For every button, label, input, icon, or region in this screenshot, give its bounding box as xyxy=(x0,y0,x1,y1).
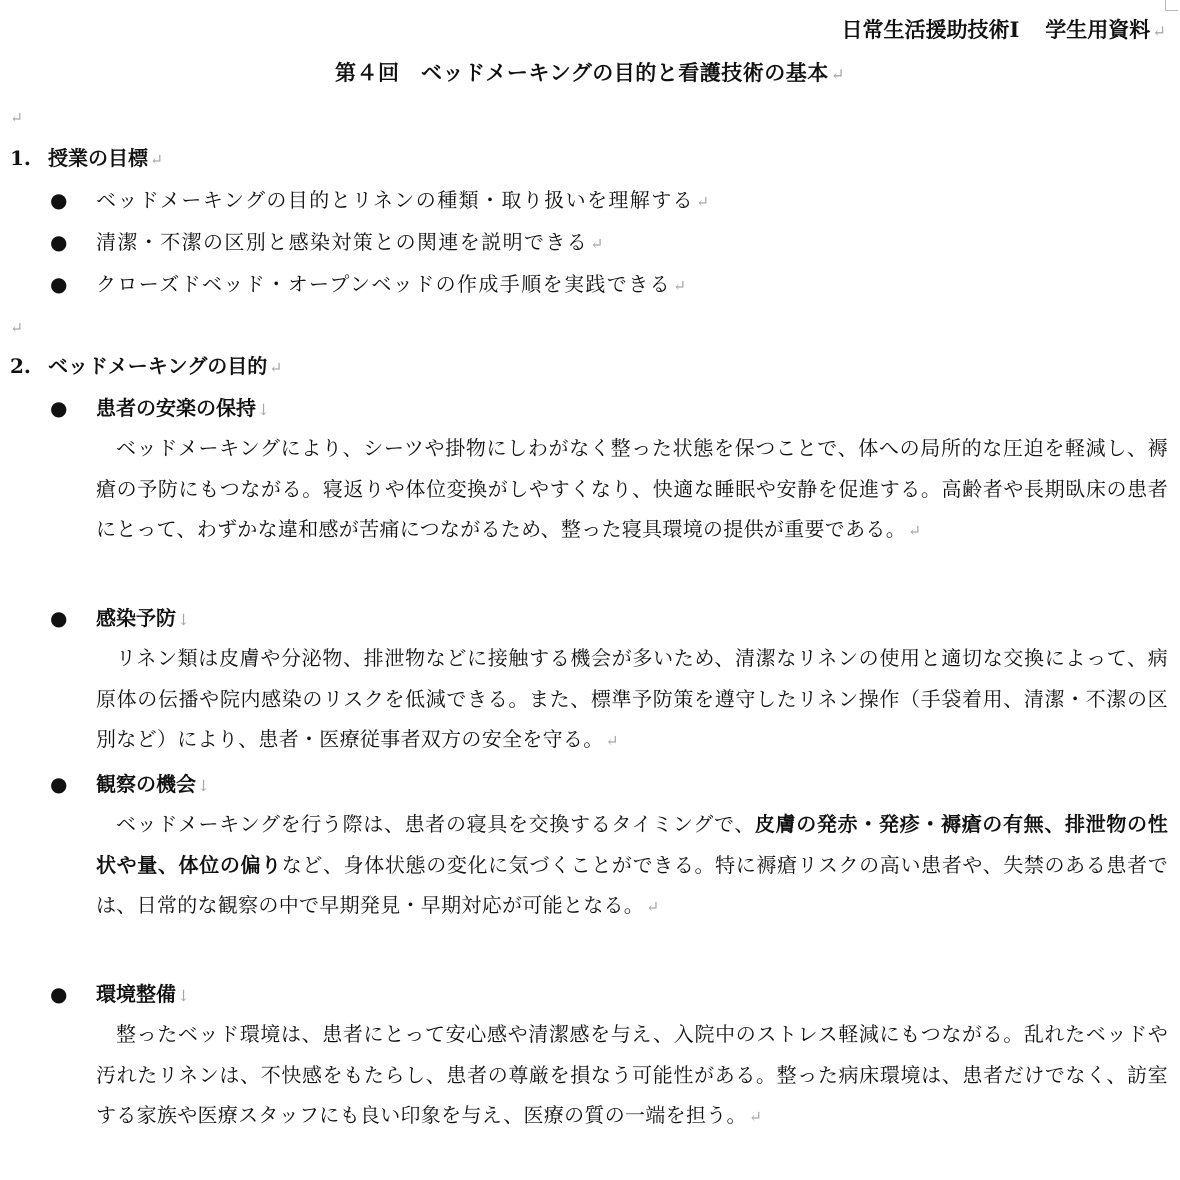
bullet-icon: ● xyxy=(50,606,68,630)
course-name: 日常生活援助技術Ⅰ xyxy=(841,17,1020,42)
goal-text: 清潔・不潔の区別と感染対策との関連を説明できる xyxy=(96,230,589,254)
purpose-heading xyxy=(50,770,210,800)
goal-list-item xyxy=(50,228,605,258)
bullet-icon: ● xyxy=(50,772,68,796)
page-corner-mark xyxy=(1165,0,1178,11)
purpose-text-lead: ベッドメーキングを行う際は、患者の寝具を交換するタイミングで、 xyxy=(116,812,755,836)
line-break-mark: ↓ xyxy=(257,401,271,419)
purpose-description xyxy=(96,428,1168,552)
paragraph-mark: ↵ xyxy=(646,898,660,916)
paragraph-mark: ↵ xyxy=(269,359,283,377)
section-heading-purposes xyxy=(10,352,282,382)
goal-text: ベッドメーキングの目的とリネンの種類・取り扱いを理解する xyxy=(96,188,694,212)
material-type: 学生用資料 xyxy=(1045,17,1151,42)
paragraph-mark: ↵ xyxy=(748,1108,763,1126)
document-title-text: 第４回 ベッドメーキングの目的と看護技術の基本 xyxy=(335,60,829,85)
purpose-text-emphasis: 皮膚の発赤・発疹・褥瘡の有無、排泄物の性状や量、体位の偏り xyxy=(96,812,1168,877)
purpose-heading-text: 感染予防 xyxy=(96,606,176,630)
goal-text: クローズドベッド・オープンベッドの作成手順を実践できる xyxy=(96,272,671,296)
paragraph-mark: ↵ xyxy=(605,732,619,750)
line-break-mark: ↓ xyxy=(197,777,211,795)
empty-paragraph xyxy=(8,104,23,130)
purpose-description xyxy=(96,638,1168,762)
paragraph-mark: ↵ xyxy=(673,277,688,295)
paragraph-mark: ↵ xyxy=(590,235,605,253)
purpose-text: 整ったベッド環境は、患者にとって安心感や清潔感を与え、入院中のストレス軽減にもつながる。乱れたベッドや汚れたリネンは、不快感をもたらし、患者の尊厳を損なう可能性がある。整った病床環境は、患者だけでなく、訪室する家族や医療スタッフにも良い印象を与え、医療の質の一端を担う。 xyxy=(96,1022,1168,1127)
purpose-text-tail: など、身体状態の変化に気づくことができる。特に褥瘡リスクの高い患者や、失禁のある患者では、日常的な観察の中で早期発見・早期対応が可能となる。 xyxy=(96,852,1168,917)
paragraph-mark: ↵ xyxy=(150,151,164,169)
purpose-text: リネン類は皮膚や分泌物、排泄物などに接触する機会が多いため、清潔なリネンの使用と適切な交換によって、病原体の伝播や院内感染のリスクを低減できる。また、標準予防策を遵守したリネン操作（手袋着用、清潔・不潔の区別など）により、患者・医療従事者双方の安全を守る。 xyxy=(96,646,1168,751)
section-title: ベッドメーキングの目的 xyxy=(48,354,268,378)
purpose-description xyxy=(96,1014,1168,1138)
section-number: 2. xyxy=(10,354,31,378)
purpose-heading xyxy=(50,604,190,634)
paragraph-mark: ↵ xyxy=(10,319,24,337)
goal-list-item xyxy=(50,270,687,300)
purpose-description xyxy=(96,804,1168,928)
line-break-mark: ↓ xyxy=(177,611,191,629)
bullet-icon: ● xyxy=(50,396,68,420)
purpose-text: ベッドメーキングにより、シーツや掛物にしわがなく整った状態を保つことで、体への局所的な圧迫を軽減し、褥瘡の予防にもつながる。寝返りや体位変換がしやすくなり、快適な睡眠や安静を促進する。高齢者や長期臥床の患者にとって、わずかな違和感が苦痛につながるため、整った寝具環境の提供が重要である。 xyxy=(96,436,1168,541)
goal-list-item xyxy=(50,186,710,216)
paragraph-mark: ↵ xyxy=(696,193,711,211)
purpose-heading xyxy=(50,980,190,1010)
purpose-heading-text: 患者の安楽の保持 xyxy=(96,396,256,420)
paragraph-mark: ↵ xyxy=(830,65,845,84)
paragraph-mark: ↵ xyxy=(1152,22,1166,41)
bullet-icon: ● xyxy=(50,188,68,212)
bullet-icon: ● xyxy=(50,982,68,1006)
section-number: 1. xyxy=(10,146,31,170)
section-title: 授業の目標 xyxy=(48,146,148,170)
paragraph-mark: ↵ xyxy=(10,109,24,127)
paragraph-mark: ↵ xyxy=(908,522,922,540)
document-title xyxy=(0,58,1180,90)
empty-paragraph xyxy=(8,314,23,340)
bullet-icon: ● xyxy=(50,272,68,296)
purpose-heading xyxy=(50,394,270,424)
line-break-mark: ↓ xyxy=(177,987,191,1005)
bullet-icon: ● xyxy=(50,230,68,254)
document-header xyxy=(841,16,1166,46)
purpose-heading-text: 観察の機会 xyxy=(96,772,196,796)
section-heading-goals xyxy=(10,144,163,174)
purpose-heading-text: 環境整備 xyxy=(96,982,176,1006)
